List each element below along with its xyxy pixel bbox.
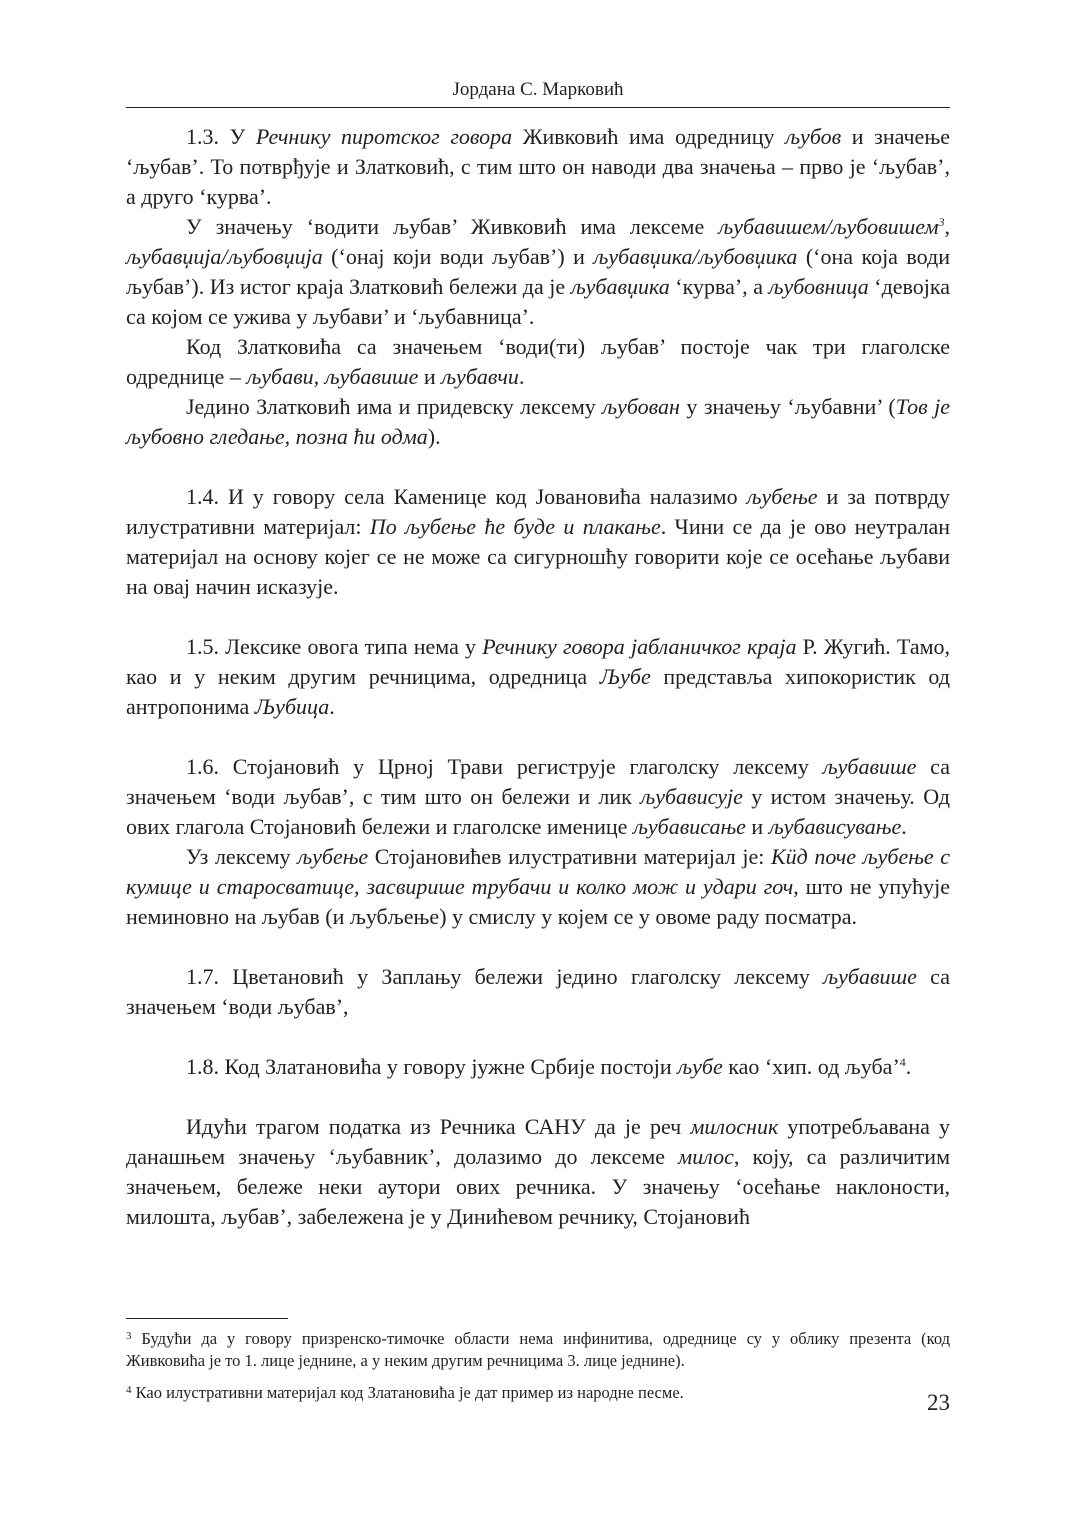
lexeme: љубење bbox=[746, 484, 818, 509]
paragraph-1-7 bbox=[126, 962, 950, 1022]
text-run: и bbox=[745, 814, 769, 839]
footnote-mark: 4 bbox=[126, 1384, 132, 1396]
paragraph-1-3-meaning bbox=[126, 212, 950, 332]
lexeme: љубе bbox=[677, 1054, 723, 1079]
footnote-mark: 3 bbox=[126, 1330, 132, 1342]
text-run: Код Златковића са значењем ‘води(ти) љубав’ постоје чак три глаголске одреднице – bbox=[126, 334, 950, 389]
paragraph-1-4 bbox=[126, 482, 950, 602]
text-run: , bbox=[944, 214, 950, 239]
text-run: Стојановићев илустративни материјал је: bbox=[368, 844, 771, 869]
lexeme: љубење bbox=[297, 844, 369, 869]
text-run: . bbox=[901, 814, 907, 839]
lexeme: љубов bbox=[785, 124, 842, 149]
text-run: употребљавана у данашњем значењу ‘љубавник’, долазимо до лексеме bbox=[126, 1114, 951, 1169]
paragraph-1-3 bbox=[126, 122, 950, 212]
text-run: у истом значењу. Од ових глагола Стојановић бележи и глаголске именице bbox=[126, 784, 950, 839]
lexeme: милос bbox=[678, 1144, 734, 1169]
example-quote: Кӥд поче љубење с кумице и старосватице, засвирише трубачи и колко мож и удари гоч bbox=[126, 844, 951, 899]
text-run: Идући трагом податка из Речника САНУ да је реч bbox=[186, 1114, 691, 1139]
paragraph-1-8 bbox=[126, 1052, 950, 1082]
lexeme: љубависује bbox=[640, 784, 743, 809]
text-run: ‘курва’, а bbox=[669, 274, 769, 299]
header-rule bbox=[126, 107, 950, 108]
lexeme: љубовница bbox=[768, 274, 869, 299]
text-run: Живковић има одредницу bbox=[512, 124, 786, 149]
lexeme: Љубица bbox=[254, 694, 330, 719]
lexeme: љубавџика bbox=[570, 274, 670, 299]
text-run: 1.8. Код Златановића у говору јужне Србије постоји bbox=[186, 1054, 678, 1079]
footnote-4 bbox=[126, 1382, 950, 1404]
lexeme: милосник bbox=[690, 1114, 779, 1139]
paragraph-1-5 bbox=[126, 632, 950, 722]
paragraph-stojanovic-example bbox=[126, 842, 950, 932]
text-run: 1.7. Цветановић у Заплању бележи једино глаголску лексему bbox=[186, 964, 824, 989]
text-run: са значењем ‘води љубав’, с тим што он бележи и лик bbox=[126, 754, 950, 809]
footnote-text: Будући да у говору призренско-тимочке области нема инфинитива, одреднице су у облику презента (код Живковића је то 1. лице једнине, а у неким другим речницима 3. лице једнине). bbox=[126, 1329, 950, 1370]
lexeme: љубавџија/љубовџија bbox=[126, 244, 323, 269]
footnote-3 bbox=[126, 1328, 950, 1372]
text-run: , коју, са различитим значењем, бележе неки аутори ових речника. У значењу ‘осећање наклоности, милошта, љубав’, забележена је у Динићевом речнику, Стојановић bbox=[126, 1144, 950, 1229]
text-run: и за потврду илустративни материјал: bbox=[126, 484, 950, 539]
text-run: У значењу ‘водити љубав’ Живковић има лексеме bbox=[186, 214, 719, 239]
lexeme: љубависување bbox=[768, 814, 902, 839]
running-header: Јордана С. Марковић bbox=[452, 79, 624, 100]
text-run: ). bbox=[427, 424, 441, 449]
paragraph-zlatkovic-verbs bbox=[126, 332, 950, 392]
text-run: са значењем ‘води љубав’, bbox=[126, 964, 950, 1019]
text-run: . Чини се да је ово неутралан материјал на основу којег се не може са сигурношћу говорити које се осећање љубави на овај начин исказује. bbox=[126, 514, 950, 599]
lexeme: Љубе bbox=[599, 664, 651, 689]
lexeme: љубавишем/љубовишем bbox=[718, 214, 939, 239]
text-run: у значењу ‘љубавни’ ( bbox=[679, 394, 896, 419]
lexeme: љубави, љубавише bbox=[246, 364, 419, 389]
lexeme: љубавчи bbox=[441, 364, 519, 389]
text-run: Уз лексему bbox=[186, 844, 298, 869]
paragraph-milosnik bbox=[126, 1112, 950, 1232]
book-title: Речнику пиротског говора bbox=[255, 124, 513, 149]
text-run: представља хипокористик од антропонима bbox=[126, 664, 950, 719]
example-quote: По љубење ће буде и плакање bbox=[369, 514, 661, 539]
paragraph-1-6 bbox=[126, 752, 950, 842]
footnotes bbox=[126, 1328, 950, 1414]
text-run: (‘она која води љубав’). Из истог краја Златковић бележи да је bbox=[126, 244, 950, 299]
footnote-ref-3[interactable]: 3 bbox=[938, 215, 945, 229]
text-run: ‘девојка са којом се ужива у љубави’ и ‘љубавница’. bbox=[126, 274, 950, 329]
paragraph-zlatkovic-adjective bbox=[126, 392, 950, 452]
text-run: као ‘хип. од љуба’ bbox=[722, 1054, 900, 1079]
text-run: 1.3. У bbox=[186, 124, 256, 149]
book-title: Речнику говора јабланичког краја bbox=[482, 634, 797, 659]
footnote-text: Као илустративни материјал код Златановића је дат пример из народне песме. bbox=[131, 1383, 684, 1402]
lexeme: љубависање bbox=[632, 814, 746, 839]
text-run: 1.5. Лексике овога типа нема у bbox=[186, 634, 483, 659]
text-run: (‘онај који води љубав’) и bbox=[322, 244, 594, 269]
text-run: и bbox=[418, 364, 442, 389]
text-run: . bbox=[329, 694, 335, 719]
example-quote: Тов је љубовно гледање, позна ћи одма bbox=[126, 394, 950, 449]
text-run: Једино Златковић има и придевску лексему bbox=[186, 394, 603, 419]
page-number: 23 bbox=[927, 1390, 950, 1415]
text-run: 1.6. Стојановић у Црној Трави региструје глаголску лексему bbox=[186, 754, 823, 779]
footnote-ref-4[interactable]: 4 bbox=[899, 1055, 906, 1069]
body-text bbox=[126, 122, 950, 1232]
lexeme: љубавџика/љубовџика bbox=[593, 244, 798, 269]
lexeme: љубован bbox=[602, 394, 680, 419]
text-run: и значење ‘љубав’. То потврђује и Златковић, с тим што он наводи два значења – прво је ‘љубав’, а друго ‘курва’. bbox=[126, 124, 950, 209]
lexeme: љубавише bbox=[823, 964, 917, 989]
lexeme: љубавише bbox=[822, 754, 917, 779]
text-run: . bbox=[518, 364, 525, 389]
text-run: . bbox=[905, 1054, 912, 1079]
text-run: 1.4. И у говору села Каменице код Јовановића налазимо bbox=[186, 484, 747, 509]
text-run: , што не упућује неминовно на љубав (и љубљење) у смислу у којем се у овоме раду посматра. bbox=[126, 874, 950, 929]
text-run: Р. Жугић. Тамо, као и у неким другим речницима, одредница bbox=[126, 634, 951, 689]
footnote-rule bbox=[126, 1318, 288, 1319]
